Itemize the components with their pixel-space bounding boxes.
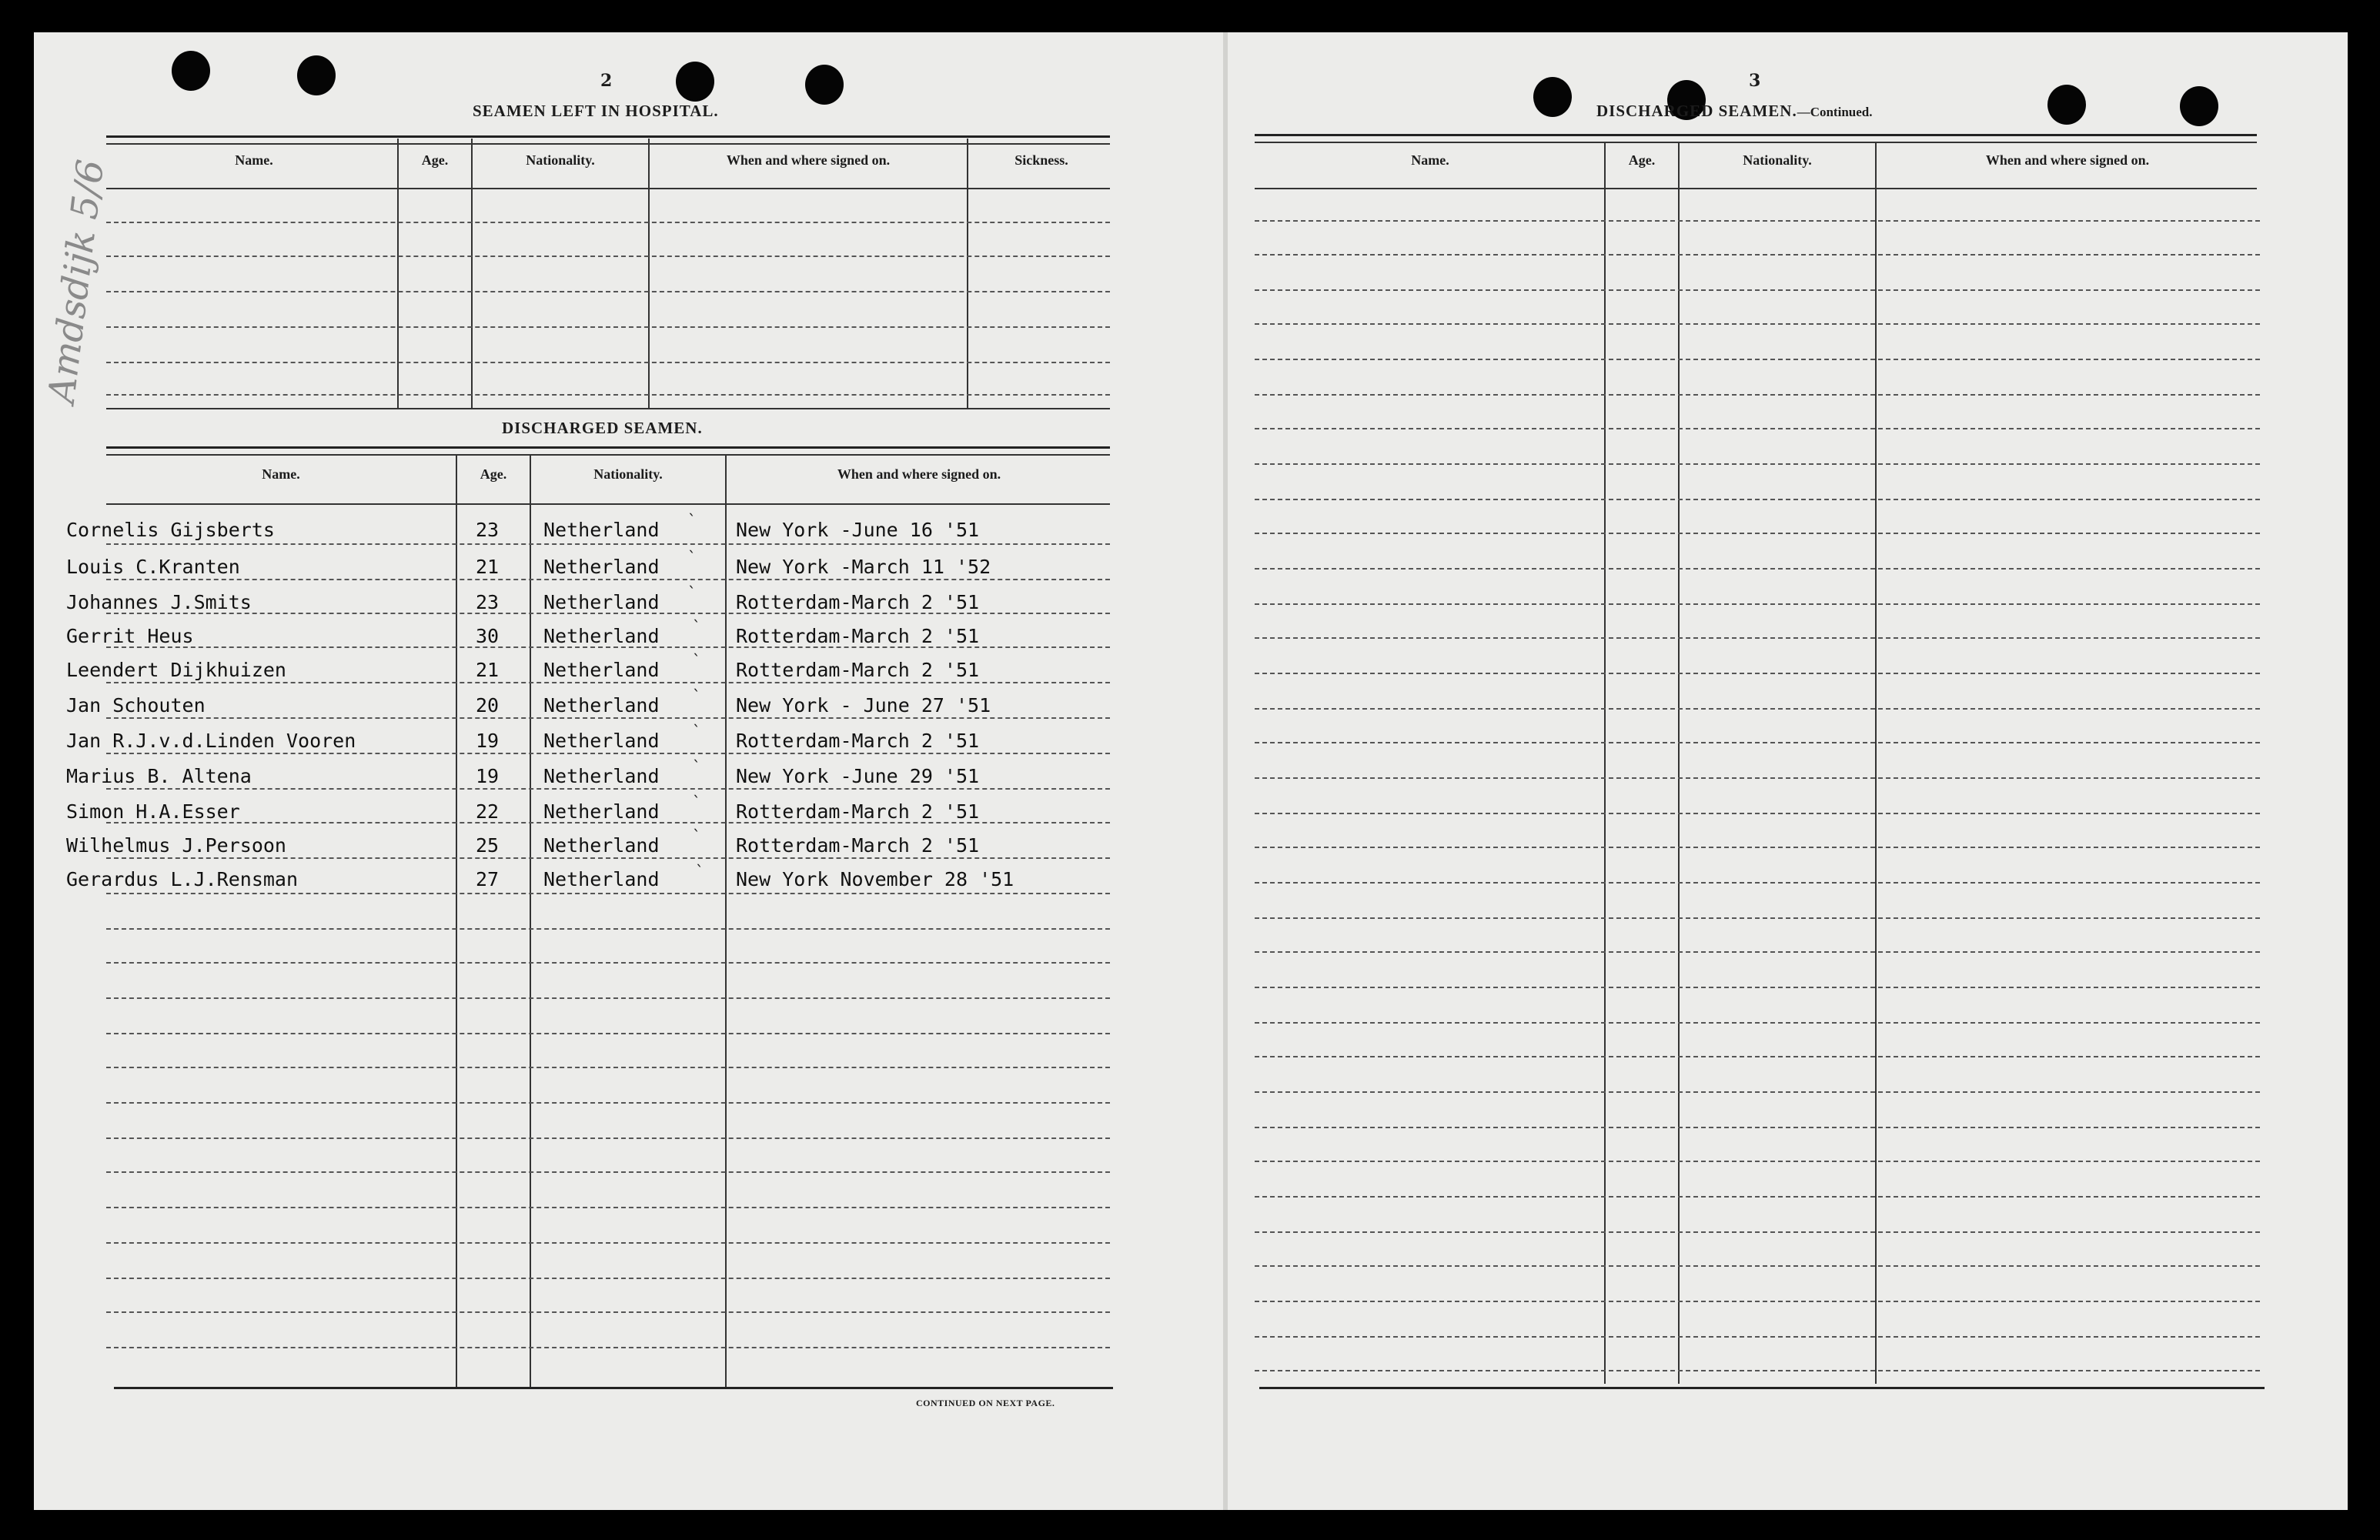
hospital-col-nationality: Nationality. xyxy=(526,152,595,168)
right-col-name: Name. xyxy=(1411,152,1449,168)
ruled-line xyxy=(106,1207,1110,1208)
ruled-line xyxy=(106,1171,1110,1173)
ruled-line xyxy=(106,256,1110,257)
ruled-line xyxy=(1255,1370,2260,1371)
ruled-line xyxy=(1255,1231,2260,1233)
ruled-line xyxy=(106,1067,1110,1068)
seaman-name: Gerardus L.J.Rensman xyxy=(66,868,299,890)
seaman-signed-on: Rotterdam-March 2 '51 xyxy=(736,659,980,681)
seaman-age: 21 xyxy=(476,659,500,681)
seaman-signed-on: Rotterdam-March 2 '51 xyxy=(736,625,980,647)
seaman-name: Jan Schouten xyxy=(66,694,206,717)
punch-hole xyxy=(805,65,844,105)
table-rule xyxy=(1255,142,2257,143)
seaman-name: Marius B. Altena xyxy=(66,765,252,787)
ruled-line xyxy=(1255,1022,2260,1024)
ruled-line xyxy=(1255,987,2260,988)
table-rule xyxy=(114,1387,1113,1389)
punch-hole xyxy=(676,62,714,102)
ruled-line xyxy=(1255,708,2260,710)
seaman-signed-on: Rotterdam-March 2 '51 xyxy=(736,800,980,823)
hospital-col-age: Age. xyxy=(421,152,449,168)
seaman-name: Louis C.Kranten xyxy=(66,556,240,578)
ruled-line xyxy=(1255,1196,2260,1198)
ruled-line xyxy=(1255,220,2260,222)
ruled-line xyxy=(106,788,1110,790)
seaman-name: Wilhelmus J.Persoon xyxy=(66,834,286,857)
ruled-line xyxy=(106,362,1110,363)
seaman-age: 21 xyxy=(476,556,500,578)
seaman-signed-on: Rotterdam-March 2 '51 xyxy=(736,834,980,857)
discharged-col-signed-on: When and where signed on. xyxy=(837,466,1001,482)
ruled-line xyxy=(106,1278,1110,1279)
table-rule xyxy=(1259,1387,2265,1389)
ruled-line xyxy=(1255,499,2260,500)
table-rule xyxy=(106,188,1110,189)
ruled-line xyxy=(1255,359,2260,360)
seaman-nationality: Netherland xyxy=(543,868,660,890)
ruled-line xyxy=(106,962,1110,964)
hospital-col-name: Name. xyxy=(235,152,273,168)
seaman-signed-on: New York -March 11 '52 xyxy=(736,556,991,578)
seaman-age: 20 xyxy=(476,694,500,717)
check-mark: ˋ xyxy=(693,793,700,811)
table-rule xyxy=(1255,134,2257,136)
ruled-line xyxy=(1255,1301,2260,1302)
column-divider xyxy=(397,139,399,408)
table-rule xyxy=(106,143,1110,145)
ruled-line xyxy=(106,928,1110,930)
ruled-line xyxy=(106,1242,1110,1244)
check-mark: ˋ xyxy=(693,617,700,636)
column-divider xyxy=(967,139,968,408)
ruled-line xyxy=(106,1102,1110,1104)
table-rule xyxy=(1255,188,2257,189)
ruled-line xyxy=(106,291,1110,292)
seaman-signed-on: Rotterdam-March 2 '51 xyxy=(736,730,980,752)
page-number-left: 2 xyxy=(600,71,613,91)
table-rule xyxy=(106,408,1110,409)
seaman-signed-on: New York - June 27 '51 xyxy=(736,694,991,717)
ruled-line xyxy=(1255,882,2260,884)
seaman-signed-on: Rotterdam-March 2 '51 xyxy=(736,591,980,613)
ruled-line xyxy=(1255,847,2260,848)
ruled-line xyxy=(1255,254,2260,256)
table-rule xyxy=(106,135,1110,138)
seaman-signed-on: New York -June 16 '51 xyxy=(736,519,980,541)
seaman-nationality: Netherland xyxy=(543,556,660,578)
check-mark: ˋ xyxy=(693,722,700,740)
punch-hole xyxy=(172,51,210,91)
ruled-line xyxy=(106,1033,1110,1034)
discharged-col-name: Name. xyxy=(262,466,300,482)
ruled-line xyxy=(106,682,1110,683)
ruled-line xyxy=(1255,1056,2260,1057)
ruled-line xyxy=(1255,1161,2260,1162)
discharged-section-title: DISCHARGED SEAMEN. xyxy=(502,419,703,437)
ruled-line xyxy=(106,1311,1110,1313)
seaman-nationality: Netherland xyxy=(543,659,660,681)
seaman-name: Simon H.A.Esser xyxy=(66,800,240,823)
ruled-line xyxy=(1255,1265,2260,1267)
ruled-line xyxy=(1255,813,2260,814)
seaman-age: 27 xyxy=(476,868,500,890)
ruled-line xyxy=(1255,742,2260,743)
margin-handwritten-note: Amdsdijk 5/6 xyxy=(40,157,113,406)
ruled-line xyxy=(1255,777,2260,779)
check-mark: ˋ xyxy=(696,862,704,880)
seaman-nationality: Netherland xyxy=(543,694,660,717)
seaman-age: 23 xyxy=(476,519,500,541)
ruled-line xyxy=(1255,637,2260,639)
ruled-line xyxy=(106,543,1110,545)
seaman-signed-on: New York -June 29 '51 xyxy=(736,765,980,787)
seaman-age: 19 xyxy=(476,730,500,752)
column-divider xyxy=(725,454,727,1388)
right-title-suffix: —Continued. xyxy=(1797,105,1873,119)
check-mark: ˋ xyxy=(693,757,700,776)
ruled-line xyxy=(1255,289,2260,291)
table-rule xyxy=(106,454,1110,456)
discharged-col-age: Age. xyxy=(480,466,507,482)
ruled-line xyxy=(106,613,1110,614)
ruled-line xyxy=(1255,673,2260,674)
ruled-line xyxy=(1255,533,2260,534)
column-divider xyxy=(471,139,473,408)
seaman-nationality: Netherland xyxy=(543,834,660,857)
hospital-col-signed-on: When and where signed on. xyxy=(726,152,891,168)
seaman-signed-on: New York November 28 '51 xyxy=(736,868,1015,890)
ruled-line xyxy=(1255,463,2260,465)
seaman-name: Johannes J.Smits xyxy=(66,591,252,613)
punch-hole xyxy=(2180,86,2218,126)
page-spine xyxy=(1223,32,1228,1510)
column-divider xyxy=(530,454,531,1388)
ruled-line xyxy=(106,857,1110,859)
ruled-line xyxy=(1255,568,2260,570)
ruled-line xyxy=(106,222,1110,223)
right-section-title xyxy=(1596,102,1872,121)
table-rule xyxy=(106,503,1110,505)
page-number-right: 3 xyxy=(1749,71,1761,91)
check-mark: ˋ xyxy=(688,548,696,566)
right-col-age: Age. xyxy=(1628,152,1656,168)
ruled-line xyxy=(106,326,1110,328)
continued-note: CONTINUED ON NEXT PAGE. xyxy=(916,1398,1055,1408)
ruled-line xyxy=(1255,951,2260,953)
ruled-line xyxy=(1255,917,2260,919)
seaman-age: 22 xyxy=(476,800,500,823)
right-col-nationality: Nationality. xyxy=(1743,152,1812,168)
punch-hole xyxy=(2047,85,2086,125)
column-divider xyxy=(456,454,457,1388)
ruled-line xyxy=(106,1347,1110,1348)
ruled-line xyxy=(106,717,1110,719)
check-mark: ˋ xyxy=(693,651,700,670)
ruled-line xyxy=(1255,1127,2260,1128)
column-divider xyxy=(648,139,650,408)
check-mark: ˋ xyxy=(693,686,700,705)
ruled-line xyxy=(1255,428,2260,429)
seaman-name: Cornelis Gijsberts xyxy=(66,519,275,541)
seaman-age: 23 xyxy=(476,591,500,613)
ruled-line xyxy=(106,646,1110,648)
ruled-line xyxy=(1255,603,2260,605)
right-col-signed-on: When and where signed on. xyxy=(1985,152,2150,168)
ruled-line xyxy=(106,579,1110,580)
seaman-age: 19 xyxy=(476,765,500,787)
ruled-line xyxy=(106,753,1110,754)
check-mark: ˋ xyxy=(693,827,700,845)
ruled-line xyxy=(106,997,1110,999)
seaman-name: Jan R.J.v.d.Linden Vooren xyxy=(66,730,356,752)
ruled-line xyxy=(106,1137,1110,1139)
punch-hole xyxy=(297,55,336,95)
hospital-section-title: SEAMEN LEFT IN HOSPITAL. xyxy=(473,102,719,120)
ruled-line xyxy=(1255,1336,2260,1338)
seaman-nationality: Netherland xyxy=(543,765,660,787)
seaman-name: Leendert Dijkhuizen xyxy=(66,659,286,681)
ruled-line xyxy=(1255,323,2260,325)
seaman-nationality: Netherland xyxy=(543,800,660,823)
check-mark: ˋ xyxy=(688,511,696,529)
hospital-col-sickness: Sickness. xyxy=(1015,152,1068,168)
ruled-line xyxy=(1255,1091,2260,1093)
right-title-text: DISCHARGED SEAMEN. xyxy=(1596,102,1797,120)
seaman-name: Gerrit Heus xyxy=(66,625,194,647)
ruled-line xyxy=(106,893,1110,894)
punch-hole xyxy=(1533,77,1572,117)
seaman-age: 30 xyxy=(476,625,500,647)
ruled-line xyxy=(1255,394,2260,396)
ruled-line xyxy=(106,394,1110,396)
check-mark: ˋ xyxy=(688,583,696,602)
seaman-nationality: Netherland xyxy=(543,730,660,752)
seaman-nationality: Netherland xyxy=(543,591,660,613)
ruled-line xyxy=(106,822,1110,823)
table-rule xyxy=(106,446,1110,449)
seaman-nationality: Netherland xyxy=(543,625,660,647)
discharged-col-nationality: Nationality. xyxy=(593,466,663,482)
seaman-nationality: Netherland xyxy=(543,519,660,541)
seaman-age: 25 xyxy=(476,834,500,857)
